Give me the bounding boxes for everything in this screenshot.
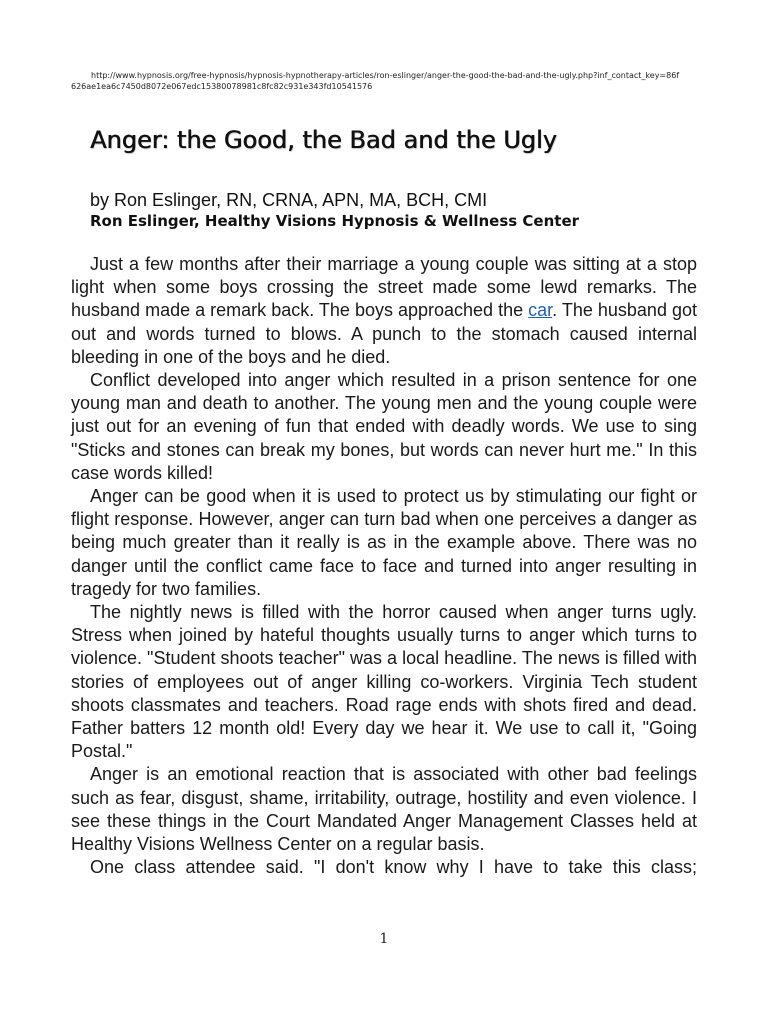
paragraph-5: Anger is an emotional reaction that is associated with other bad feelings such as fear, disgust, shame, irritability, outrage, hostility and even violence. I see these things in the Court Mandated Anger Management Classes held at Healthy Visions Wellness Center on a regular basis. [71,764,697,855]
author-organization: Ron Eslinger, Healthy Visions Hypnosis & Wellness Center [90,212,580,230]
page-number: 1 [379,931,389,947]
paragraph-1 [71,253,697,369]
paragraph-1-text-end: . The husband got out and words turned to blows. A punch to the stomach caused internal bleeding in one of the boys and he died. [71,300,697,367]
source-url: http://www.hypnosis.org/free-hypnosis/hypnosis-hypnotherapy-articles/ron-eslinger/anger-the-good-the-bad-and-the-ugly.php?inf_contact_key=86f626ae1ea6c7450d8072e067edc15380078981c8fc82c931e343fd10541576 [71,71,680,91]
author-byline: by Ron Eslinger, RN, CRNA, APN, MA, BCH, CMI [90,190,488,210]
paragraph-6: One class attendee said. "I don't know why I have to take this class; [90,857,697,878]
paragraph-2: Conflict developed into anger which resulted in a prison sentence for one young man and death to another. The young men and the young couple were just out for an evening of fun that ended with deadly words. We use to sing "Sticks and stones can break my bones, but words can never hurt me." In this case words killed! [71,370,697,483]
paragraph-1-text-start: Just a few months after their marriage a young couple was sitting at a stop light when some boys crossing the street made some lewd remarks. The husband made a remark back. The boys approached the [71,254,697,321]
article-body [71,253,697,879]
article-title: Anger: the Good, the Bad and the Ugly [90,126,557,154]
car-link[interactable]: car [528,300,553,321]
paragraph-4: The nightly news is filled with the horror caused when anger turns ugly. Stress when joined by hateful thoughts usually turns to anger which turns to violence. "Student shoots teacher" was a local headline. The news is filled with stories of employees out of anger killing co-workers. Virginia Tech student shoots classmates and teachers. Road rage ends with shots fired and dead. Father batters 12 month old! Every day we hear it. We use to call it, "Going Postal." [71,602,697,762]
paragraph-3: Anger can be good when it is used to protect us by stimulating our fight or flight response. However, anger can turn bad when one perceives a danger as being much greater than it really is as in the example above. There was no danger until the conflict came face to face and turned into anger resulting in tragedy for two families. [71,486,697,599]
